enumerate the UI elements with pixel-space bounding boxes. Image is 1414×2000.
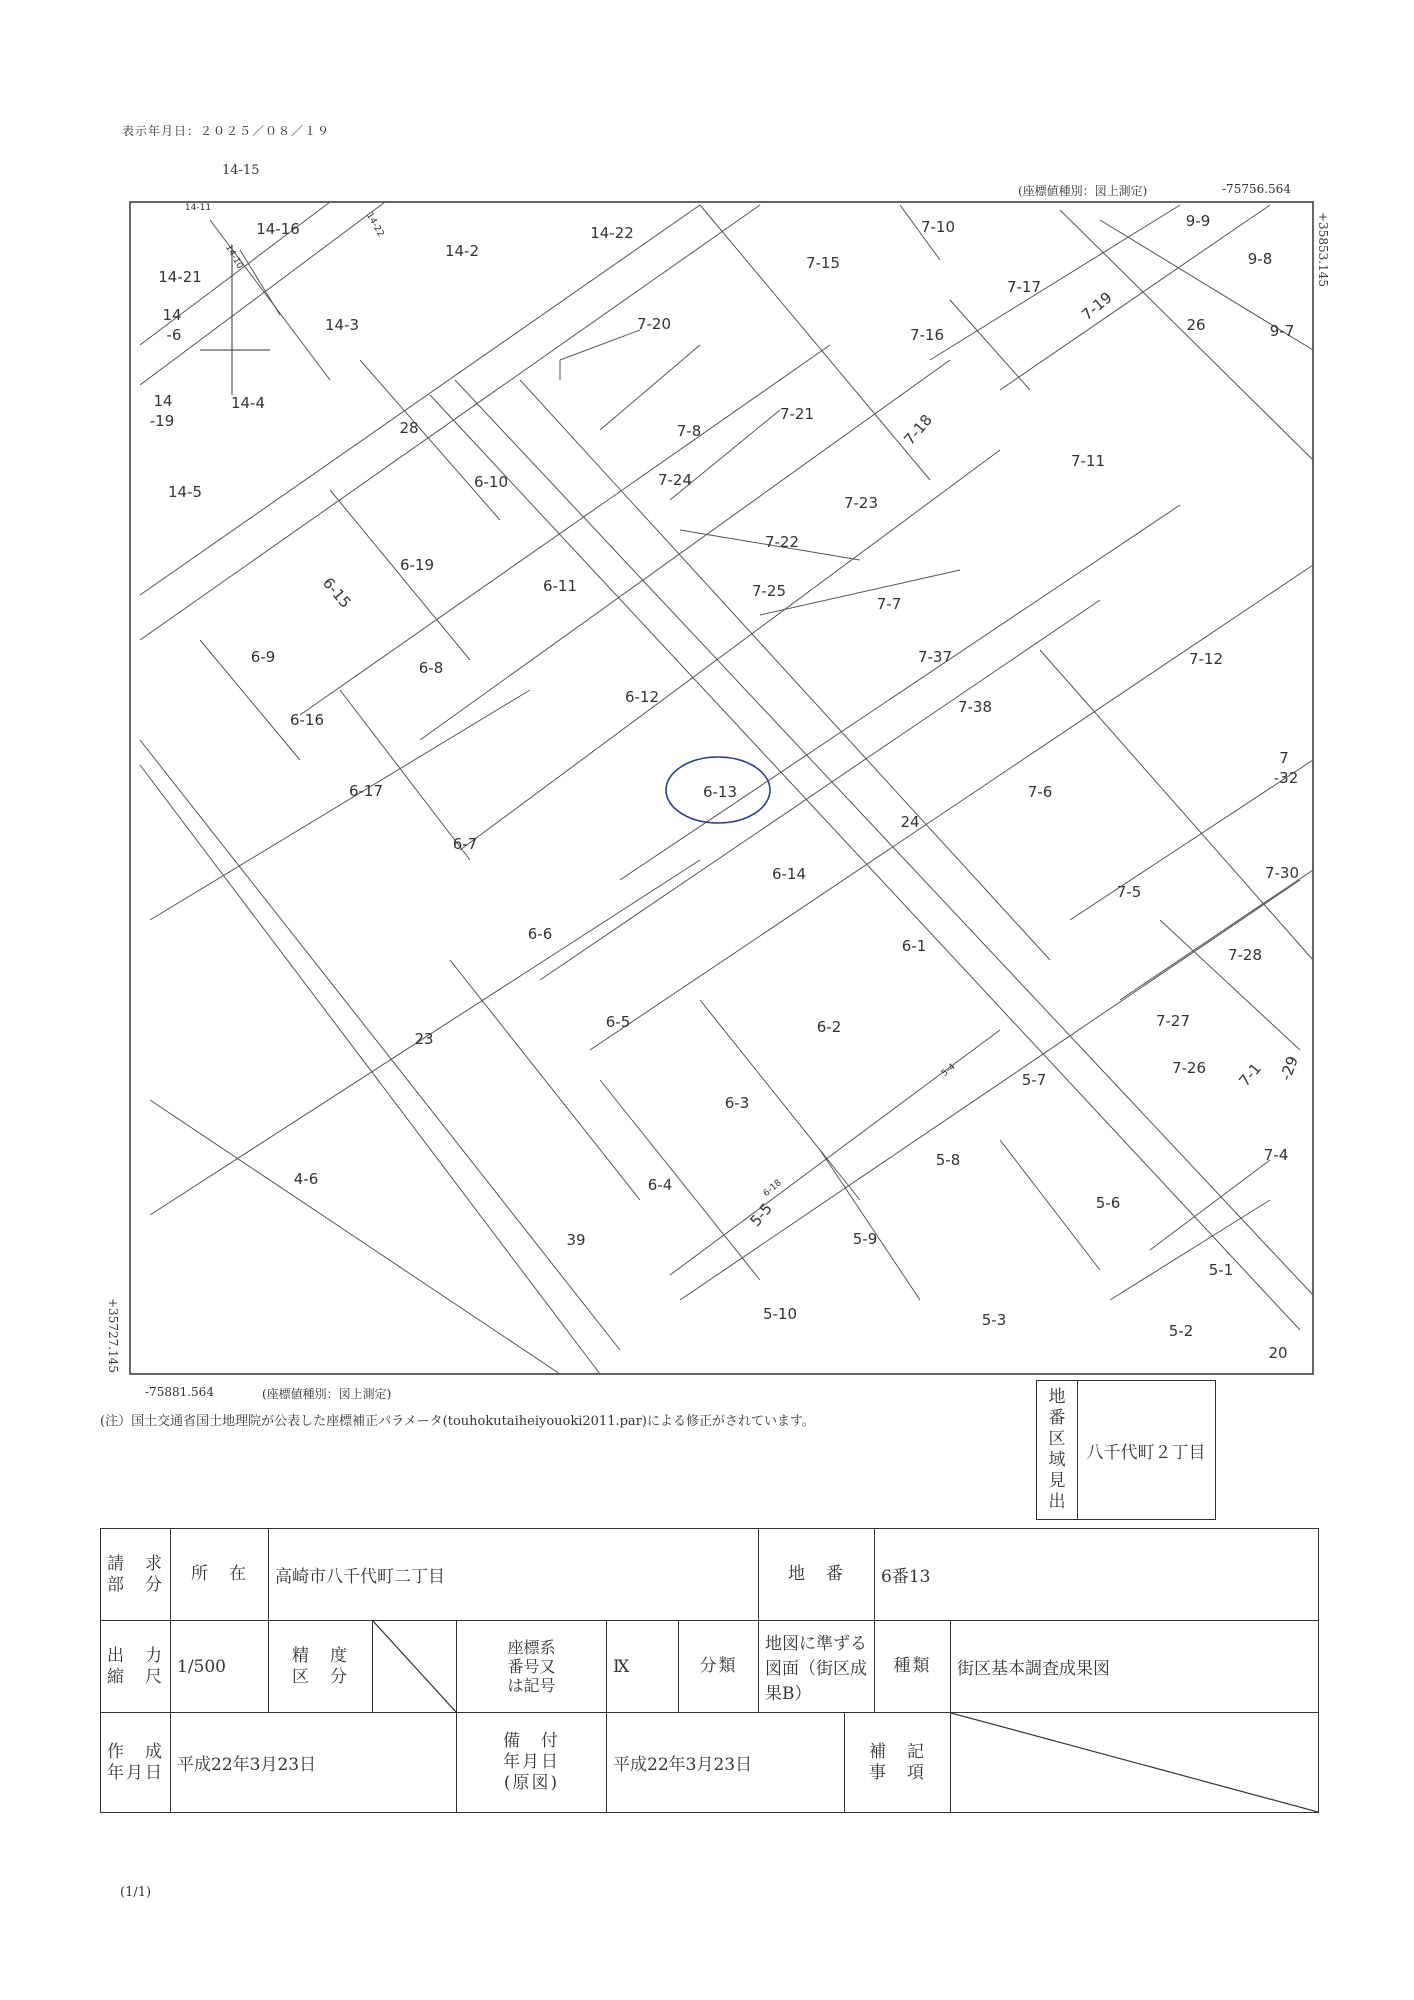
- parcel-label: 7-16: [909, 326, 945, 344]
- parcel-label: -6: [166, 326, 182, 344]
- parcel-label: 6-3: [724, 1094, 750, 1112]
- parcel-label: 5-6: [1095, 1194, 1121, 1212]
- parcel-label: 6-6: [527, 925, 553, 943]
- parcel-label: 7-8: [676, 422, 702, 440]
- area-index-box: [1036, 1380, 1216, 1520]
- area-name: 八千代町２丁目: [1086, 1442, 1206, 1463]
- parcel-label: 7: [1279, 749, 1289, 767]
- parcel-label: 7-1: [1235, 1059, 1265, 1090]
- parcel-label: 6-17: [348, 782, 384, 800]
- remarks-value: [951, 1713, 1319, 1813]
- coord-x-bottom: -75881.564: [145, 1385, 214, 1399]
- coord-system-value: Ⅸ: [607, 1621, 679, 1713]
- parcel-label: 7-11: [1070, 452, 1106, 470]
- parcel-label: 7-38: [957, 698, 993, 716]
- parcel-label: 14-16: [256, 220, 300, 238]
- parcel-label: 5-9: [852, 1230, 878, 1248]
- parcel-label: 6-4: [647, 1176, 673, 1194]
- parcel-label: 5-2: [1168, 1322, 1194, 1340]
- parcel-label: 39: [566, 1231, 586, 1249]
- parcel-label: -29: [1276, 1053, 1302, 1083]
- parcel-label: 9-7: [1269, 322, 1295, 340]
- parcel-label: 7-21: [779, 405, 815, 423]
- parcel-label: 14-4: [230, 394, 266, 412]
- parcel-label: 7-4: [1263, 1146, 1289, 1164]
- parcel-label: 6-15: [318, 573, 355, 612]
- label-char: 見: [1048, 1471, 1066, 1491]
- parcel-label: 6-19: [399, 556, 435, 574]
- parcel-label: 26: [1186, 316, 1206, 334]
- parcel-label: 24: [900, 813, 920, 831]
- filed-value: 平成22年3月23日: [607, 1713, 845, 1813]
- parcel-label: 28: [399, 419, 419, 437]
- category-label: 分類: [679, 1621, 759, 1713]
- parcel-label: 14-5: [167, 483, 203, 501]
- parcel-label: 20: [1268, 1344, 1288, 1362]
- parcel-label: 7-27: [1155, 1012, 1191, 1030]
- parcel-label: 7-23: [843, 494, 879, 512]
- parcel-label: 14: [153, 392, 173, 410]
- parcel-label: 6-14: [771, 865, 807, 883]
- label-char: 出: [1048, 1492, 1066, 1512]
- area-index-label: [1037, 1381, 1078, 1519]
- parcel-label: 7-37: [917, 648, 953, 666]
- coord-y-right: +35853.145: [1316, 212, 1330, 287]
- parcel-label: 9-9: [1185, 212, 1211, 230]
- label-char: 地: [1048, 1387, 1066, 1407]
- parcel-label: 7-20: [636, 315, 672, 333]
- type-label: 種類: [875, 1621, 951, 1713]
- label-char: 区: [1048, 1429, 1066, 1449]
- page-number: (1/1): [120, 1885, 152, 1900]
- scale-label: 出 力 縮 尺: [101, 1621, 171, 1713]
- parcel-label: 7-28: [1227, 946, 1263, 964]
- parcel-label: 7-26: [1171, 1059, 1207, 1077]
- parcel-label: 5-8: [935, 1151, 961, 1169]
- remarks-label: 補 記 事 項: [845, 1713, 951, 1813]
- parcel-label: 7-7: [876, 595, 902, 613]
- parcel-label: 5-5: [746, 1199, 776, 1230]
- correction-note: (注）国土交通省国土地理院が公表した座標補正パラメータ(touhokutaiheiyouoki2011.par)による修正がされています。: [100, 1414, 815, 1429]
- parcel-label: 14-3: [324, 316, 360, 334]
- created-value: 平成22年3月23日: [171, 1713, 457, 1813]
- parcel-label: 6-9: [250, 648, 276, 666]
- parcel-label: 7-15: [805, 254, 841, 272]
- parcel-label: 7-17: [1006, 278, 1042, 296]
- parcel-label: 7-25: [751, 582, 787, 600]
- parcel-label: 14-22: [363, 211, 386, 239]
- parcel-label: 6-13: [702, 783, 738, 801]
- label-char: 域: [1048, 1450, 1066, 1470]
- parcel-label: 4-6: [293, 1170, 319, 1188]
- coord-y-left: +35727.145: [106, 1298, 120, 1373]
- top-left-parcel-label: 14-15: [222, 163, 260, 178]
- category-value: 地図に準ずる図面（街区成果B）: [759, 1621, 875, 1713]
- parcel-label: 6-18: [761, 1178, 784, 1199]
- parcel-label: 23: [414, 1030, 434, 1048]
- parcel-label: 7-6: [1027, 783, 1053, 801]
- parcel-label: 6-10: [473, 473, 509, 491]
- accuracy-label: 精 度 区 分: [269, 1621, 373, 1713]
- parcel-label: 5-10: [762, 1305, 798, 1323]
- coord-x-top: -75756.564: [1222, 182, 1291, 196]
- parcel-label: -19: [149, 412, 175, 430]
- parcel-label: 6-16: [289, 711, 325, 729]
- parcel-label: 6-7: [452, 835, 478, 853]
- parcel-label: 5-3: [981, 1311, 1007, 1329]
- parcel-label: 6-8: [418, 659, 444, 677]
- location-value: 高崎市八千代町二丁目: [269, 1529, 759, 1621]
- parcel-labels: [150, 203, 1302, 1362]
- parcel-label: 14-21: [158, 268, 202, 286]
- parcel-label: 5-1: [1208, 1261, 1234, 1279]
- parcel-label: 7-30: [1264, 864, 1300, 882]
- parcel-label: 6-1: [901, 937, 927, 955]
- parcel-label: 6-5: [605, 1013, 631, 1031]
- parcel-label: 7-12: [1188, 650, 1224, 668]
- parcel-label: 14-10: [222, 243, 245, 271]
- parcel-label: 7-19: [1077, 288, 1116, 325]
- parcel-label: 5-4: [939, 1061, 958, 1080]
- request-label: 請 求 部 分: [101, 1529, 171, 1621]
- parcel-label: 14-11: [184, 203, 212, 213]
- parcel-label: -32: [1273, 769, 1299, 787]
- accuracy-value: [373, 1621, 457, 1713]
- coord-system-label: 座標系 番号又 は記号: [457, 1621, 607, 1713]
- lot-label: 地 番: [759, 1529, 875, 1621]
- coord-type-bottom: (座標値種別：図上測定): [262, 1387, 392, 1401]
- parcel-label: 7-18: [900, 410, 937, 449]
- parcel-label: 14-22: [590, 224, 634, 242]
- parcel-label: 14-2: [444, 242, 480, 260]
- parcel-label: 6-12: [624, 688, 660, 706]
- parcel-label: 6-11: [542, 577, 578, 595]
- created-label: 作 成 年月日: [101, 1713, 171, 1813]
- parcel-label: 6-2: [816, 1018, 842, 1036]
- info-table: [100, 1528, 1319, 1813]
- parcel-label: 7-22: [764, 533, 800, 551]
- parcel-label: 5-7: [1021, 1071, 1047, 1089]
- scale-value: 1/500: [171, 1621, 269, 1713]
- filed-label: 備 付 年月日 (原図): [457, 1713, 607, 1813]
- type-value: 街区基本調査成果図: [951, 1621, 1319, 1713]
- coord-type-top: (座標値種別：図上測定): [1018, 184, 1148, 198]
- lot-value: 6番13: [875, 1529, 1319, 1621]
- display-date: 表示年月日：２０２５／０８／１９: [122, 124, 331, 138]
- location-label: 所 在: [171, 1529, 269, 1621]
- label-char: 番: [1048, 1408, 1066, 1428]
- parcel-label: 9-8: [1247, 250, 1273, 268]
- parcel-label: 14: [162, 306, 182, 324]
- parcel-label: 7-5: [1116, 883, 1142, 901]
- parcel-label: 7-10: [920, 218, 956, 236]
- parcel-label: 7-24: [657, 471, 693, 489]
